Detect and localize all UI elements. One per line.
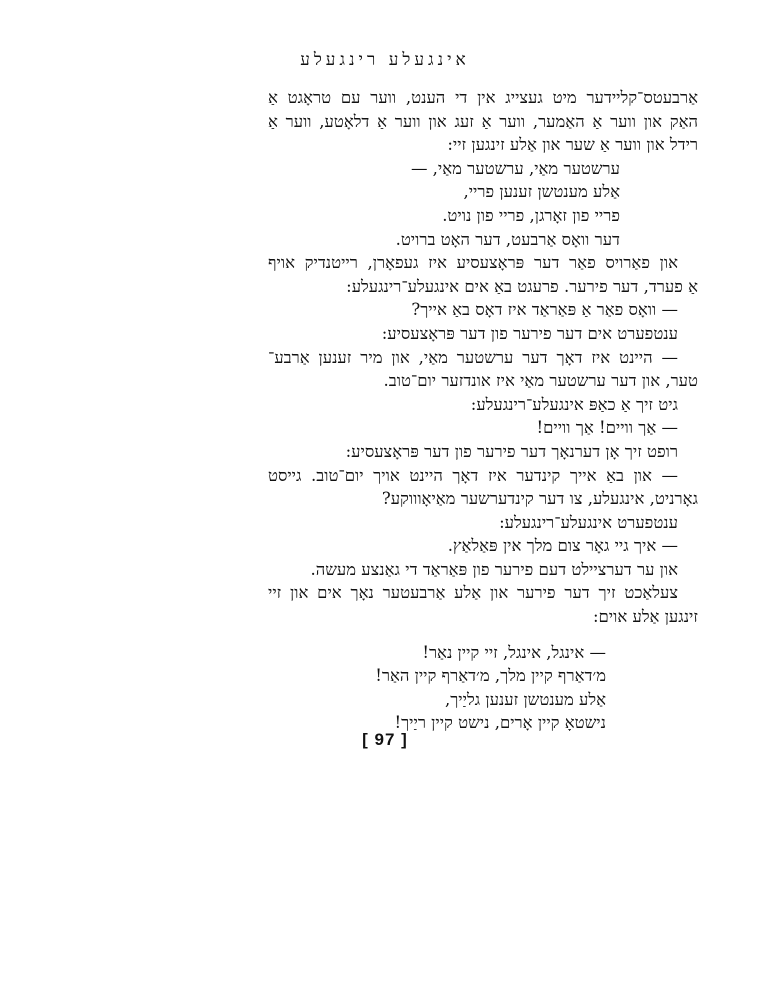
stanza-gap bbox=[268, 629, 698, 641]
dialogue-line: — איך גיי גאָר צום מלך אין פּאַלאַץ. bbox=[447, 536, 678, 556]
verse-line: ערשטער מאַי, ערשטער מאַי, — bbox=[410, 158, 620, 178]
verse-line: פריי פון זאָרגן, פריי פון נויט. bbox=[442, 205, 620, 225]
prose-line: טער, און דער ערשטער מאַי איז אונדזער יום־טוב. bbox=[383, 371, 698, 391]
dialogue-line: — היינט איז דאָך דער ערשטער מאַי, און מיר זענען אַרבע־ bbox=[268, 347, 678, 367]
prose-line: האַק און ווער אַ האַמער, ווער אַ זעג און ווער אַ דלאָטע, ווער אַ bbox=[268, 111, 698, 131]
prose-line: און פאַרויס פאַר דער פּראָצעסיע איז געפאָרן, רייטנדיק אויף bbox=[268, 253, 678, 273]
dialogue-line: — וואָס פאַר אַ פּאַראַד איז דאָס באַ אייך? bbox=[411, 300, 678, 320]
dialogue-line: — און באַ אייך קינדער איז דאָך היינט אויך יום־טוב. גייסט bbox=[268, 465, 678, 485]
page-body bbox=[268, 86, 698, 735]
prose-line: ענטפערט אינגעלע־רינגעלע: bbox=[499, 512, 678, 532]
prose-line: רידל און ווער אַ שער און אַלע זינגען זיי: bbox=[447, 135, 698, 155]
verse-line: מ׳דאַרף קיין מלך, מ׳דאַרף קיין האַר! bbox=[375, 666, 606, 686]
verse-line: דער וואָס אַרבעט, דער האָט ברויט. bbox=[395, 229, 620, 249]
page-number: [ 97 ] bbox=[362, 730, 408, 749]
prose-line: זינגען אַלע אוים: bbox=[592, 607, 698, 627]
prose-line: אַ פערד, דער פירער. פרעגט באַ אים אינגעלע־רינגעלע: bbox=[346, 276, 698, 296]
prose-line: גאָרניט, אינגעלע, צו דער קינדערשער מאַיאָוווקע? bbox=[381, 489, 698, 509]
dialogue-line: — אַך וויים! אַך וויים! bbox=[536, 418, 678, 438]
prose-line: אַרבעטס־קליידער מיט געצייג אין די הענט, ווער עם טראָגט אַ bbox=[268, 88, 698, 107]
verse-line: אַלע מענטשן זענען פריי, bbox=[463, 182, 620, 202]
prose-line: ענטפערט אים דער פירער פון דער פּראָצעסיע: bbox=[381, 323, 678, 343]
running-head: אינגעלע רינגעלע bbox=[300, 50, 470, 70]
verse-line: — אינגל, אינגל, זיי קיין נאַר! bbox=[422, 642, 606, 662]
verse-line: נישטאָ קיין אָרים, נישט קיין ריַיך! bbox=[394, 713, 606, 733]
prose-line: און ער דערציילט דעם פירער פון פּאַראַד די גאַנצע מעשה. bbox=[310, 559, 678, 579]
verse-line: אַלע מענטשן זענען גליַיך, bbox=[444, 689, 606, 709]
prose-line: רופט זיך אָן דערנאָך דער פירער פון דער פּראָצעסיע: bbox=[345, 441, 678, 461]
prose-line: צעלאַכט זיך דער פירער און אַלע אַרבעטער נאָך אים און זיי bbox=[268, 583, 678, 603]
prose-line: גיט זיך אַ כאַפּ אינגעלע־רינגעלע: bbox=[470, 394, 678, 414]
